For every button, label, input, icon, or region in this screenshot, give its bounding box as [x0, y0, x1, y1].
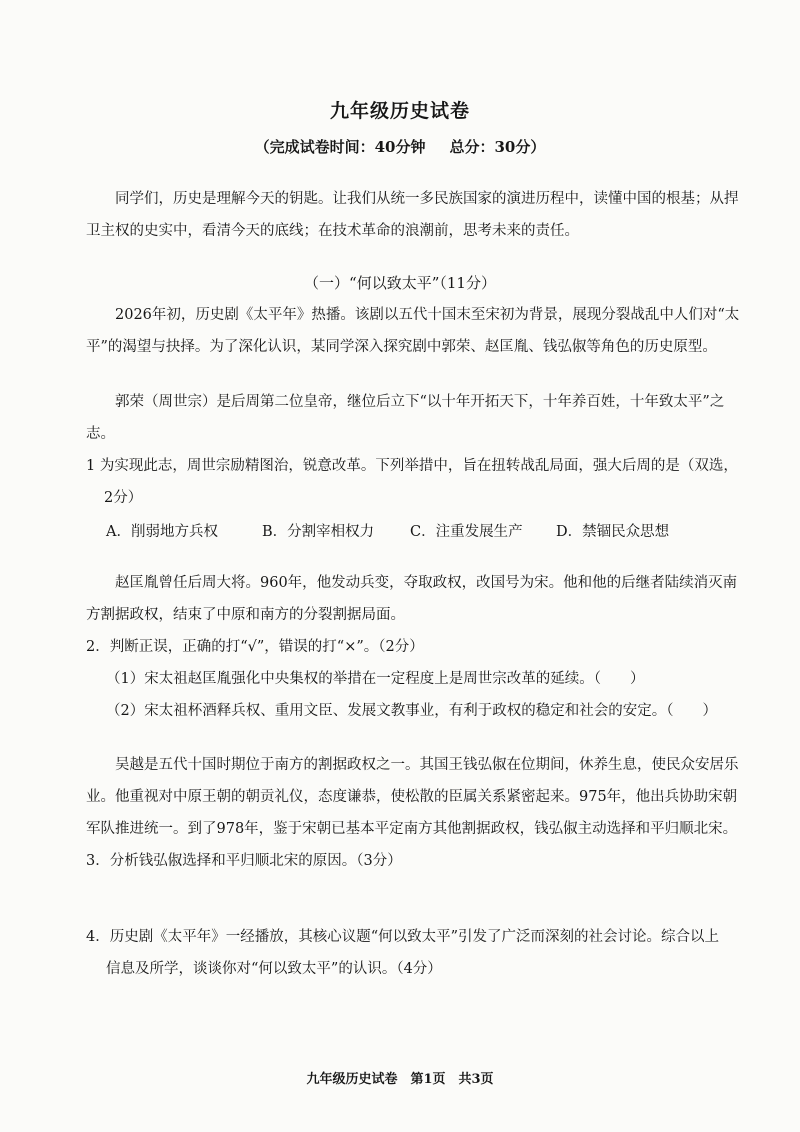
zhao-line-2: 方割据政权，结束了中原和南方的分裂割据局面。 [86, 607, 405, 623]
wuyue-line-2: 业。他重视对中原王朝的朝贡礼仪，态度谦恭，使松散的臣属关系紧密起来。975年，他出兵协助宋朝 [86, 789, 738, 805]
exam-total-score: 总分：30分） [449, 138, 546, 156]
question-2-item-2: （2）宋太祖杯酒释兵权、重用文臣、发展文教事业，有利于政权的稳定和社会的安定。（ ） [106, 703, 717, 719]
question-4-stem-line-1: 4．历史剧《太平年》一经播放，其核心议题“何以致太平”引发了广泛而深刻的社会讨论。综合以上 [86, 929, 720, 945]
option-c: C．注重发展生产 [410, 524, 523, 540]
page-footer: 九年级历史试卷 第1页 共3页 [306, 1072, 494, 1087]
zhao-line-1: 赵匡胤曾任后周大将。960年，他发动兵变，夺取政权，改国号为宋。他和他的后继者陆续消灭南 [115, 575, 738, 591]
guo-rong-line-1: 郭荣（周世宗）是后周第二位皇帝，继位后立下“以十年开拓天下，十年养百姓，十年致太平”之 [115, 394, 725, 410]
background-line-2: 平”的渴望与抉择。为了深化认识，某同学深入探究剧中郭荣、赵匡胤、钱弘俶等角色的历史原型。 [86, 339, 717, 355]
question-4-stem-line-2: 信息及所学，谈谈你对“何以致太平”的认识。（4分） [106, 961, 442, 977]
background-line-1: 2026年初，历史剧《太平年》热播。该剧以五代十国末至宋初为背景，展现分裂战乱中人们对“太 [115, 307, 740, 323]
exam-subtitle [0, 136, 800, 157]
option-a: A．削弱地方兵权 [106, 524, 218, 540]
question-3-stem: 3．分析钱弘俶选择和平归顺北宋的原因。（3分） [86, 853, 402, 869]
question-2-stem: 2．判断正误，正确的打“√”，错误的打“×”。（2分） [86, 639, 424, 655]
intro-line-2: 卫主权的史实中，看清今天的底线；在技术革命的浪潮前，思考未来的责任。 [86, 223, 579, 239]
option-d: D．禁锢民众思想 [556, 524, 670, 540]
question-1-stem: 1 为实现此志，周世宗励精图治，锐意改革。下列举措中，旨在扭转战乱局面，强大后周的是（双选， [86, 458, 738, 474]
wuyue-line-1: 吴越是五代十国时期位于南方的割据政权之一。其国王钱弘俶在位期间，休养生息，使民众安居乐 [115, 757, 739, 773]
section-title: （一）“何以致太平”（11分） [304, 274, 496, 292]
guo-rong-line-2: 志。 [86, 426, 115, 442]
intro-line-1: 同学们，历史是理解今天的钥匙。让我们从统一多民族国家的演进历程中，读懂中国的根基；从捍 [115, 191, 739, 207]
question-2-item-1: （1）宋太祖赵匡胤强化中央集权的举措在一定程度上是周世宗改革的延续。（ ） [106, 671, 645, 687]
question-1-score: 2分） [104, 490, 143, 506]
exam-title: 九年级历史试卷 [329, 100, 470, 122]
wuyue-line-3: 军队推进统一。到了978年，鉴于宋朝已基本平定南方其他割据政权，钱弘俶主动选择和平归顺北宋。 [86, 821, 738, 837]
option-b: B．分割宰相权力 [262, 524, 375, 540]
exam-time: （完成试卷时间：40分钟 [254, 138, 426, 156]
